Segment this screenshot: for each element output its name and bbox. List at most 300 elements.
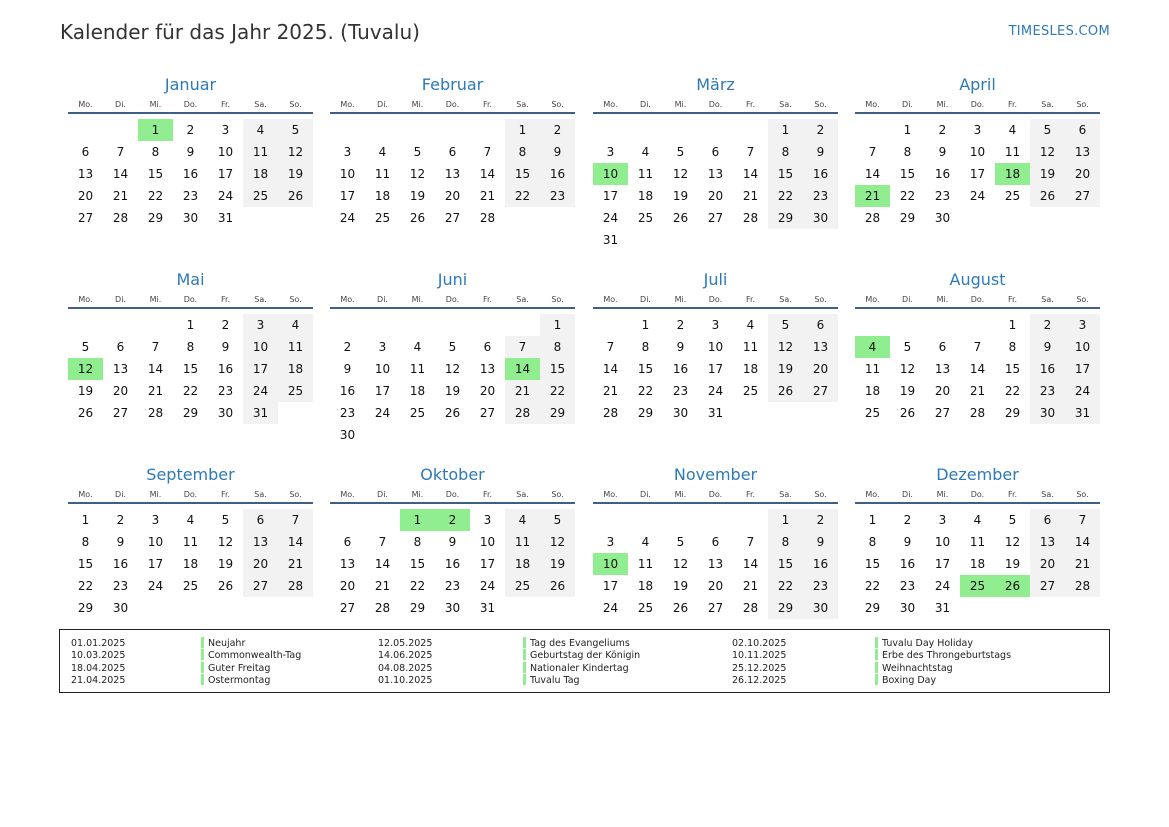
calendar-day: 6 <box>343 535 352 549</box>
weekday-label: Do. <box>970 295 985 304</box>
calendar-day: 3 <box>378 340 387 354</box>
calendar-day: 20 <box>112 384 129 398</box>
weekday-header <box>330 488 575 504</box>
calendar-day: 11 <box>864 362 881 376</box>
calendar-day: 29 <box>768 597 803 619</box>
calendar-day: 16 <box>934 167 951 181</box>
calendar-day: 13 <box>803 336 838 358</box>
calendar-day: 1 <box>505 119 540 141</box>
calendar-day: 29 <box>1004 406 1021 420</box>
calendar-day: 27 <box>707 211 724 225</box>
weekday-label: Fr. <box>1007 490 1018 499</box>
calendar-day: 24 <box>602 211 619 225</box>
calendar-day: 5 <box>81 340 90 354</box>
month-days <box>593 309 838 441</box>
calendar-day: 21 <box>602 384 619 398</box>
month-mai <box>68 267 313 441</box>
calendar-day: 31 <box>479 601 496 615</box>
calendar-day: 9 <box>343 362 352 376</box>
calendar-day: 31 <box>1065 402 1100 424</box>
calendar-day: 30 <box>803 597 838 619</box>
calendar-day: 10 <box>243 336 278 358</box>
calendar-day: 4 <box>278 314 313 336</box>
holiday-marker-icon <box>875 674 878 685</box>
weekday-label: Di. <box>640 100 651 109</box>
calendar-day: 17 <box>147 557 164 571</box>
calendar-day: 29 <box>637 406 654 420</box>
calendar-day: 7 <box>278 509 313 531</box>
calendar-day: 14 <box>969 362 986 376</box>
weekday-label: So. <box>1076 295 1089 304</box>
calendar-day: 7 <box>606 340 615 354</box>
calendar-day: 1 <box>186 318 195 332</box>
calendar-day: 19 <box>409 189 426 203</box>
calendar-day: 2 <box>1030 314 1065 336</box>
holiday-marker-icon <box>523 649 526 660</box>
weekday-label: Do. <box>183 100 198 109</box>
calendar-day: 13 <box>339 557 356 571</box>
calendar-day: 4 <box>413 340 422 354</box>
weekday-label: Mi. <box>674 295 687 304</box>
calendar-day: 24 <box>602 601 619 615</box>
calendar-day: 27 <box>803 380 838 402</box>
weekday-label: Sa. <box>1041 490 1054 499</box>
weekday-label: Mi. <box>411 100 424 109</box>
month-days <box>855 504 1100 636</box>
calendar-day: 17 <box>479 557 496 571</box>
month-name: Juli <box>703 270 728 289</box>
brand-link[interactable]: TIMESLES.COM <box>1008 24 1110 39</box>
calendar-day: 21 <box>742 579 759 593</box>
weekday-label: Fr. <box>745 100 756 109</box>
calendar-day: 20 <box>707 579 724 593</box>
calendar-day: 30 <box>672 406 689 420</box>
weekday-label: Sa. <box>254 100 267 109</box>
calendar-day: 5 <box>1008 513 1017 527</box>
weekday-label: Mo. <box>603 490 618 499</box>
holiday-legend <box>59 629 1110 693</box>
calendar-day: 6 <box>711 145 720 159</box>
calendar-day: 28 <box>969 406 986 420</box>
calendar-day: 3 <box>606 535 615 549</box>
legend-date: 02.10.2025 <box>732 638 787 649</box>
holiday-day: 1 <box>400 509 435 531</box>
calendar-day: 8 <box>81 535 90 549</box>
calendar-day: 2 <box>803 119 838 141</box>
weekday-header <box>68 98 313 114</box>
weekday-label: Di. <box>115 100 126 109</box>
calendar-day: 16 <box>339 384 356 398</box>
calendar-day: 11 <box>182 535 199 549</box>
legend-date: 10.03.2025 <box>71 650 126 662</box>
calendar-day: 27 <box>479 406 496 420</box>
weekday-label: So. <box>814 490 827 499</box>
weekday-header <box>68 293 313 309</box>
calendar-day: 5 <box>676 145 685 159</box>
calendar-day: 19 <box>899 384 916 398</box>
calendar-day: 5 <box>540 509 575 531</box>
calendar-day: 18 <box>637 189 654 203</box>
weekday-label: Mi. <box>674 100 687 109</box>
holiday-day: 10 <box>593 553 628 575</box>
calendar-day: 21 <box>147 384 164 398</box>
weekday-label: Fr. <box>482 490 493 499</box>
holiday-marker-icon <box>523 662 526 673</box>
weekday-header <box>593 98 838 114</box>
weekday-header <box>68 488 313 504</box>
calendar-day: 6 <box>116 340 125 354</box>
calendar-day: 28 <box>505 402 540 424</box>
calendar-day: 27 <box>243 575 278 597</box>
month-name: März <box>696 75 735 94</box>
calendar-day: 22 <box>637 384 654 398</box>
calendar-day: 7 <box>116 145 125 159</box>
calendar-day: 21 <box>742 189 759 203</box>
calendar-day: 18 <box>742 362 759 376</box>
calendar-day: 12 <box>217 535 234 549</box>
calendar-day: 5 <box>676 535 685 549</box>
calendar-day: 9 <box>448 535 457 549</box>
weekday-label: Di. <box>377 100 388 109</box>
month-name: Juni <box>437 270 468 289</box>
calendar-day: 21 <box>479 189 496 203</box>
calendar-day: 11 <box>1004 145 1021 159</box>
holiday-day: 14 <box>505 358 540 380</box>
weekday-label: Fr. <box>482 100 493 109</box>
calendar-day: 22 <box>899 189 916 203</box>
calendar-day: 3 <box>483 513 492 527</box>
month-days <box>68 309 313 441</box>
calendar-day: 9 <box>221 340 230 354</box>
calendar-day: 29 <box>768 207 803 229</box>
calendar-day: 10 <box>147 535 164 549</box>
calendar-day: 30 <box>217 406 234 420</box>
calendar-day: 25 <box>374 211 391 225</box>
calendar-day: 2 <box>343 340 352 354</box>
calendar-day: 23 <box>339 406 356 420</box>
calendar-day: 11 <box>409 362 426 376</box>
holiday-marker-icon <box>875 637 878 648</box>
calendar-day: 25 <box>409 406 426 420</box>
calendar-day: 11 <box>969 535 986 549</box>
calendar-day: 20 <box>444 189 461 203</box>
weekday-header <box>593 293 838 309</box>
calendar-day: 7 <box>378 535 387 549</box>
legend-holiday: Commonwealth-Tag <box>201 650 301 662</box>
weekday-label: Do. <box>708 100 723 109</box>
legend-date: 12.05.2025 <box>378 638 433 649</box>
weekday-label: Mi. <box>936 100 949 109</box>
legend-holiday: Guter Freitag <box>201 663 301 675</box>
calendar-day: 31 <box>934 601 951 615</box>
calendar-day: 15 <box>899 167 916 181</box>
calendar-day: 7 <box>746 145 755 159</box>
legend-date: 14.06.2025 <box>378 650 433 662</box>
calendar-day: 29 <box>77 601 94 615</box>
legend-holiday: Tag des Evangeliums <box>523 638 640 650</box>
calendar-day: 27 <box>707 601 724 615</box>
calendar-day: 28 <box>864 211 881 225</box>
calendar-day: 12 <box>672 167 689 181</box>
calendar-day: 16 <box>112 557 129 571</box>
calendar-day: 27 <box>1030 575 1065 597</box>
weekday-label: Mo. <box>865 490 880 499</box>
calendar-day: 15 <box>77 557 94 571</box>
holiday-day: 4 <box>855 336 890 358</box>
month-days <box>68 114 313 246</box>
weekday-header <box>593 488 838 504</box>
calendar-day: 17 <box>934 557 951 571</box>
calendar-day: 1 <box>1008 318 1017 332</box>
calendar-day: 31 <box>243 402 278 424</box>
calendar-day: 18 <box>374 189 391 203</box>
calendar-day: 27 <box>339 601 356 615</box>
calendar-day: 30 <box>803 207 838 229</box>
calendar-day: 4 <box>186 513 195 527</box>
legend-dates-column <box>71 638 125 687</box>
weekday-label: Sa. <box>779 295 792 304</box>
weekday-label: Do. <box>183 295 198 304</box>
calendar-day: 15 <box>768 163 803 185</box>
calendar-day: 24 <box>339 211 356 225</box>
calendar-day: 8 <box>768 141 803 163</box>
weekday-label: Di. <box>902 100 913 109</box>
calendar-day: 24 <box>969 189 986 203</box>
calendar-day: 24 <box>217 189 234 203</box>
calendar-day: 25 <box>182 579 199 593</box>
calendar-day: 11 <box>742 340 759 354</box>
weekday-label: Do. <box>445 100 460 109</box>
calendar-day: 20 <box>1065 163 1100 185</box>
weekday-label: Mo. <box>865 100 880 109</box>
calendar-day: 28 <box>278 575 313 597</box>
calendar-day: 24 <box>1065 380 1100 402</box>
calendar-day: 17 <box>969 167 986 181</box>
weekday-label: So. <box>814 295 827 304</box>
calendar-day: 2 <box>903 513 912 527</box>
holiday-marker-icon <box>201 674 204 685</box>
weekday-label: Sa. <box>254 295 267 304</box>
calendar-day: 4 <box>746 318 755 332</box>
weekday-label: Mo. <box>340 100 355 109</box>
calendar-day: 26 <box>768 380 803 402</box>
legend-date: 04.08.2025 <box>378 662 433 674</box>
calendar-day: 11 <box>505 531 540 553</box>
calendar-day: 17 <box>243 358 278 380</box>
calendar-day: 9 <box>676 340 685 354</box>
month-name: April <box>959 75 996 94</box>
weekday-label: Sa. <box>254 490 267 499</box>
calendar-day: 10 <box>339 167 356 181</box>
weekday-label: Do. <box>970 490 985 499</box>
calendar-day: 24 <box>147 579 164 593</box>
calendar-day: 16 <box>899 557 916 571</box>
calendar-day: 15 <box>182 362 199 376</box>
calendar-day: 24 <box>934 579 951 593</box>
weekday-label: Di. <box>115 490 126 499</box>
calendar-day: 15 <box>540 358 575 380</box>
calendar-day: 14 <box>742 557 759 571</box>
calendar-day: 29 <box>899 211 916 225</box>
calendar-day: 7 <box>746 535 755 549</box>
calendar-day: 6 <box>483 340 492 354</box>
calendar-day: 18 <box>409 384 426 398</box>
calendar-day: 23 <box>112 579 129 593</box>
calendar-day: 30 <box>339 428 356 442</box>
calendar-day: 6 <box>81 145 90 159</box>
calendar-day: 20 <box>77 189 94 203</box>
weekday-label: Do. <box>708 295 723 304</box>
calendar-day: 5 <box>221 513 230 527</box>
weekday-label: Sa. <box>516 490 529 499</box>
calendar-day: 9 <box>903 535 912 549</box>
weekday-label: Fr. <box>745 490 756 499</box>
calendar-day: 3 <box>973 123 982 137</box>
calendar-day: 6 <box>448 145 457 159</box>
month-oktober <box>330 462 575 636</box>
calendar-day: 23 <box>1030 380 1065 402</box>
calendar-day: 7 <box>483 145 492 159</box>
month-days <box>68 504 313 636</box>
holiday-marker-icon <box>201 662 204 673</box>
month-februar <box>330 72 575 246</box>
calendar-day: 12 <box>672 557 689 571</box>
month-name: Dezember <box>936 465 1019 484</box>
calendar-day: 31 <box>707 406 724 420</box>
weekday-label: Mo. <box>603 100 618 109</box>
weekday-label: So. <box>551 100 564 109</box>
calendar-day: 13 <box>112 362 129 376</box>
month-april <box>855 72 1100 246</box>
calendar-day: 5 <box>278 119 313 141</box>
weekday-label: Mo. <box>603 295 618 304</box>
calendar-day: 9 <box>186 145 195 159</box>
calendar-day: 15 <box>147 167 164 181</box>
calendar-day: 15 <box>768 553 803 575</box>
weekday-label: Fr. <box>745 295 756 304</box>
calendar-day: 1 <box>868 513 877 527</box>
calendar-day: 13 <box>243 531 278 553</box>
calendar-day: 27 <box>444 211 461 225</box>
calendar-day: 27 <box>112 406 129 420</box>
legend-date: 21.04.2025 <box>71 674 126 686</box>
month-days <box>330 309 575 441</box>
calendar-day: 19 <box>1004 557 1021 571</box>
month-days <box>593 114 838 246</box>
month-märz <box>593 72 838 246</box>
calendar-day: 22 <box>147 189 164 203</box>
calendar-day: 14 <box>147 362 164 376</box>
calendar-day: 8 <box>903 145 912 159</box>
weekday-label: Do. <box>445 490 460 499</box>
calendar-day: 13 <box>1065 141 1100 163</box>
weekday-label: Di. <box>640 490 651 499</box>
calendar-day: 3 <box>343 145 352 159</box>
weekday-label: So. <box>289 100 302 109</box>
calendar-day: 23 <box>540 185 575 207</box>
calendar-day: 11 <box>637 557 654 571</box>
calendar-day: 28 <box>602 406 619 420</box>
weekday-label: So. <box>1076 490 1089 499</box>
calendar-day: 7 <box>868 145 877 159</box>
calendar-day: 23 <box>217 384 234 398</box>
calendar-day: 11 <box>374 167 391 181</box>
calendar-day: 30 <box>444 601 461 615</box>
holiday-day: 2 <box>435 509 470 531</box>
weekday-label: Di. <box>377 490 388 499</box>
month-days <box>330 504 575 636</box>
calendar-day: 13 <box>934 362 951 376</box>
weekday-label: Fr. <box>220 490 231 499</box>
calendar-day: 23 <box>444 579 461 593</box>
legend-holiday: Ostermontag <box>201 675 301 687</box>
calendar-day: 22 <box>540 380 575 402</box>
calendar-day: 2 <box>186 123 195 137</box>
weekday-header <box>855 488 1100 504</box>
calendar-day: 20 <box>1030 553 1065 575</box>
month-juni <box>330 267 575 441</box>
calendar-day: 8 <box>413 535 422 549</box>
calendar-day: 21 <box>969 384 986 398</box>
calendar-day: 25 <box>637 211 654 225</box>
calendar-day: 16 <box>217 362 234 376</box>
calendar-day: 21 <box>1065 553 1100 575</box>
calendar-day: 29 <box>147 211 164 225</box>
calendar-day: 22 <box>1004 384 1021 398</box>
calendar-day: 4 <box>641 145 650 159</box>
calendar-day: 21 <box>374 579 391 593</box>
weekday-label: Do. <box>970 100 985 109</box>
calendar-day: 6 <box>1030 509 1065 531</box>
calendar-day: 23 <box>899 579 916 593</box>
weekday-label: Di. <box>902 295 913 304</box>
calendar-grid <box>68 72 1102 632</box>
calendar-day: 17 <box>217 167 234 181</box>
calendar-day: 29 <box>540 402 575 424</box>
weekday-label: Mi. <box>149 295 162 304</box>
calendar-day: 22 <box>768 575 803 597</box>
calendar-day: 2 <box>116 513 125 527</box>
weekday-label: Do. <box>445 295 460 304</box>
calendar-day: 22 <box>505 185 540 207</box>
weekday-label: So. <box>289 295 302 304</box>
month-days <box>330 114 575 246</box>
calendar-day: 1 <box>768 119 803 141</box>
calendar-day: 17 <box>339 189 356 203</box>
calendar-day: 18 <box>969 557 986 571</box>
calendar-day: 9 <box>938 145 947 159</box>
calendar-day: 5 <box>768 314 803 336</box>
calendar-day: 26 <box>672 211 689 225</box>
calendar-day: 19 <box>217 557 234 571</box>
calendar-day: 18 <box>278 358 313 380</box>
calendar-day: 20 <box>243 553 278 575</box>
calendar-day: 16 <box>803 163 838 185</box>
calendar-day: 26 <box>1030 185 1065 207</box>
calendar-day: 3 <box>151 513 160 527</box>
calendar-day: 31 <box>602 233 619 247</box>
holiday-marker-icon <box>523 637 526 648</box>
calendar-day: 3 <box>606 145 615 159</box>
weekday-label: Sa. <box>516 100 529 109</box>
calendar-day: 1 <box>641 318 650 332</box>
weekday-label: Mo. <box>340 490 355 499</box>
calendar-day: 26 <box>77 406 94 420</box>
month-days <box>593 504 838 636</box>
calendar-day: 16 <box>540 163 575 185</box>
weekday-label: Sa. <box>1041 100 1054 109</box>
calendar-day: 17 <box>602 189 619 203</box>
